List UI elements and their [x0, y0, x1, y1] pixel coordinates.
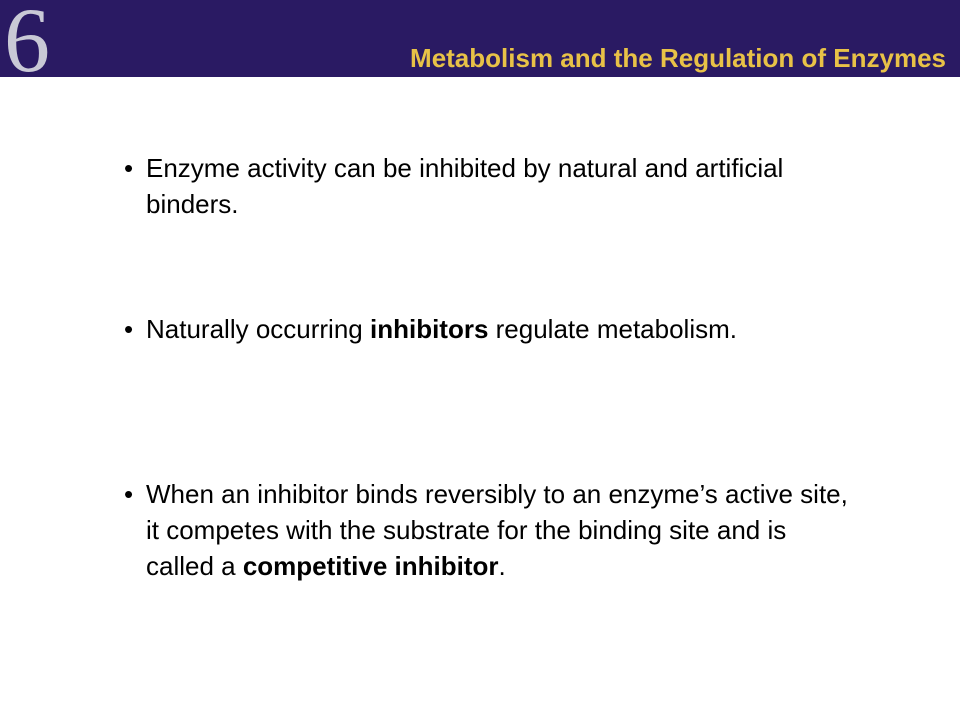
bullet-text-part: When an inhibitor binds reversibly to an enzyme’s active site, it competes with the substrate for the binding site and is called a	[146, 479, 848, 581]
bullet-item-enzyme-activity	[120, 150, 860, 222]
bullet-text	[146, 311, 860, 347]
bold-term-inhibitors: inhibitors	[369, 314, 489, 344]
bullet-item-competitive-inhibitor	[120, 476, 860, 584]
bullet-item-natural-inhibitors	[120, 311, 860, 347]
bullet-text	[146, 476, 860, 584]
bullet-text-part: .	[498, 551, 506, 581]
chapter-number: 6	[4, 0, 50, 91]
header-band	[0, 0, 960, 91]
bullet-text	[146, 150, 860, 222]
bullet-text-part: Enzyme activity can be inhibited by natural and artificial binders.	[146, 153, 784, 219]
slide-title: Metabolism and the Regulation of Enzymes	[410, 43, 946, 73]
bullet-dot-icon: •	[124, 479, 134, 509]
bullet-dot-icon: •	[124, 153, 134, 183]
bullet-dot-icon: •	[124, 314, 134, 344]
bold-term-competitive-inhibitor: competitive inhibitor	[242, 551, 499, 581]
bullet-text-part: Naturally occurring	[146, 314, 370, 344]
bullet-text-part: regulate metabolism.	[488, 314, 737, 344]
